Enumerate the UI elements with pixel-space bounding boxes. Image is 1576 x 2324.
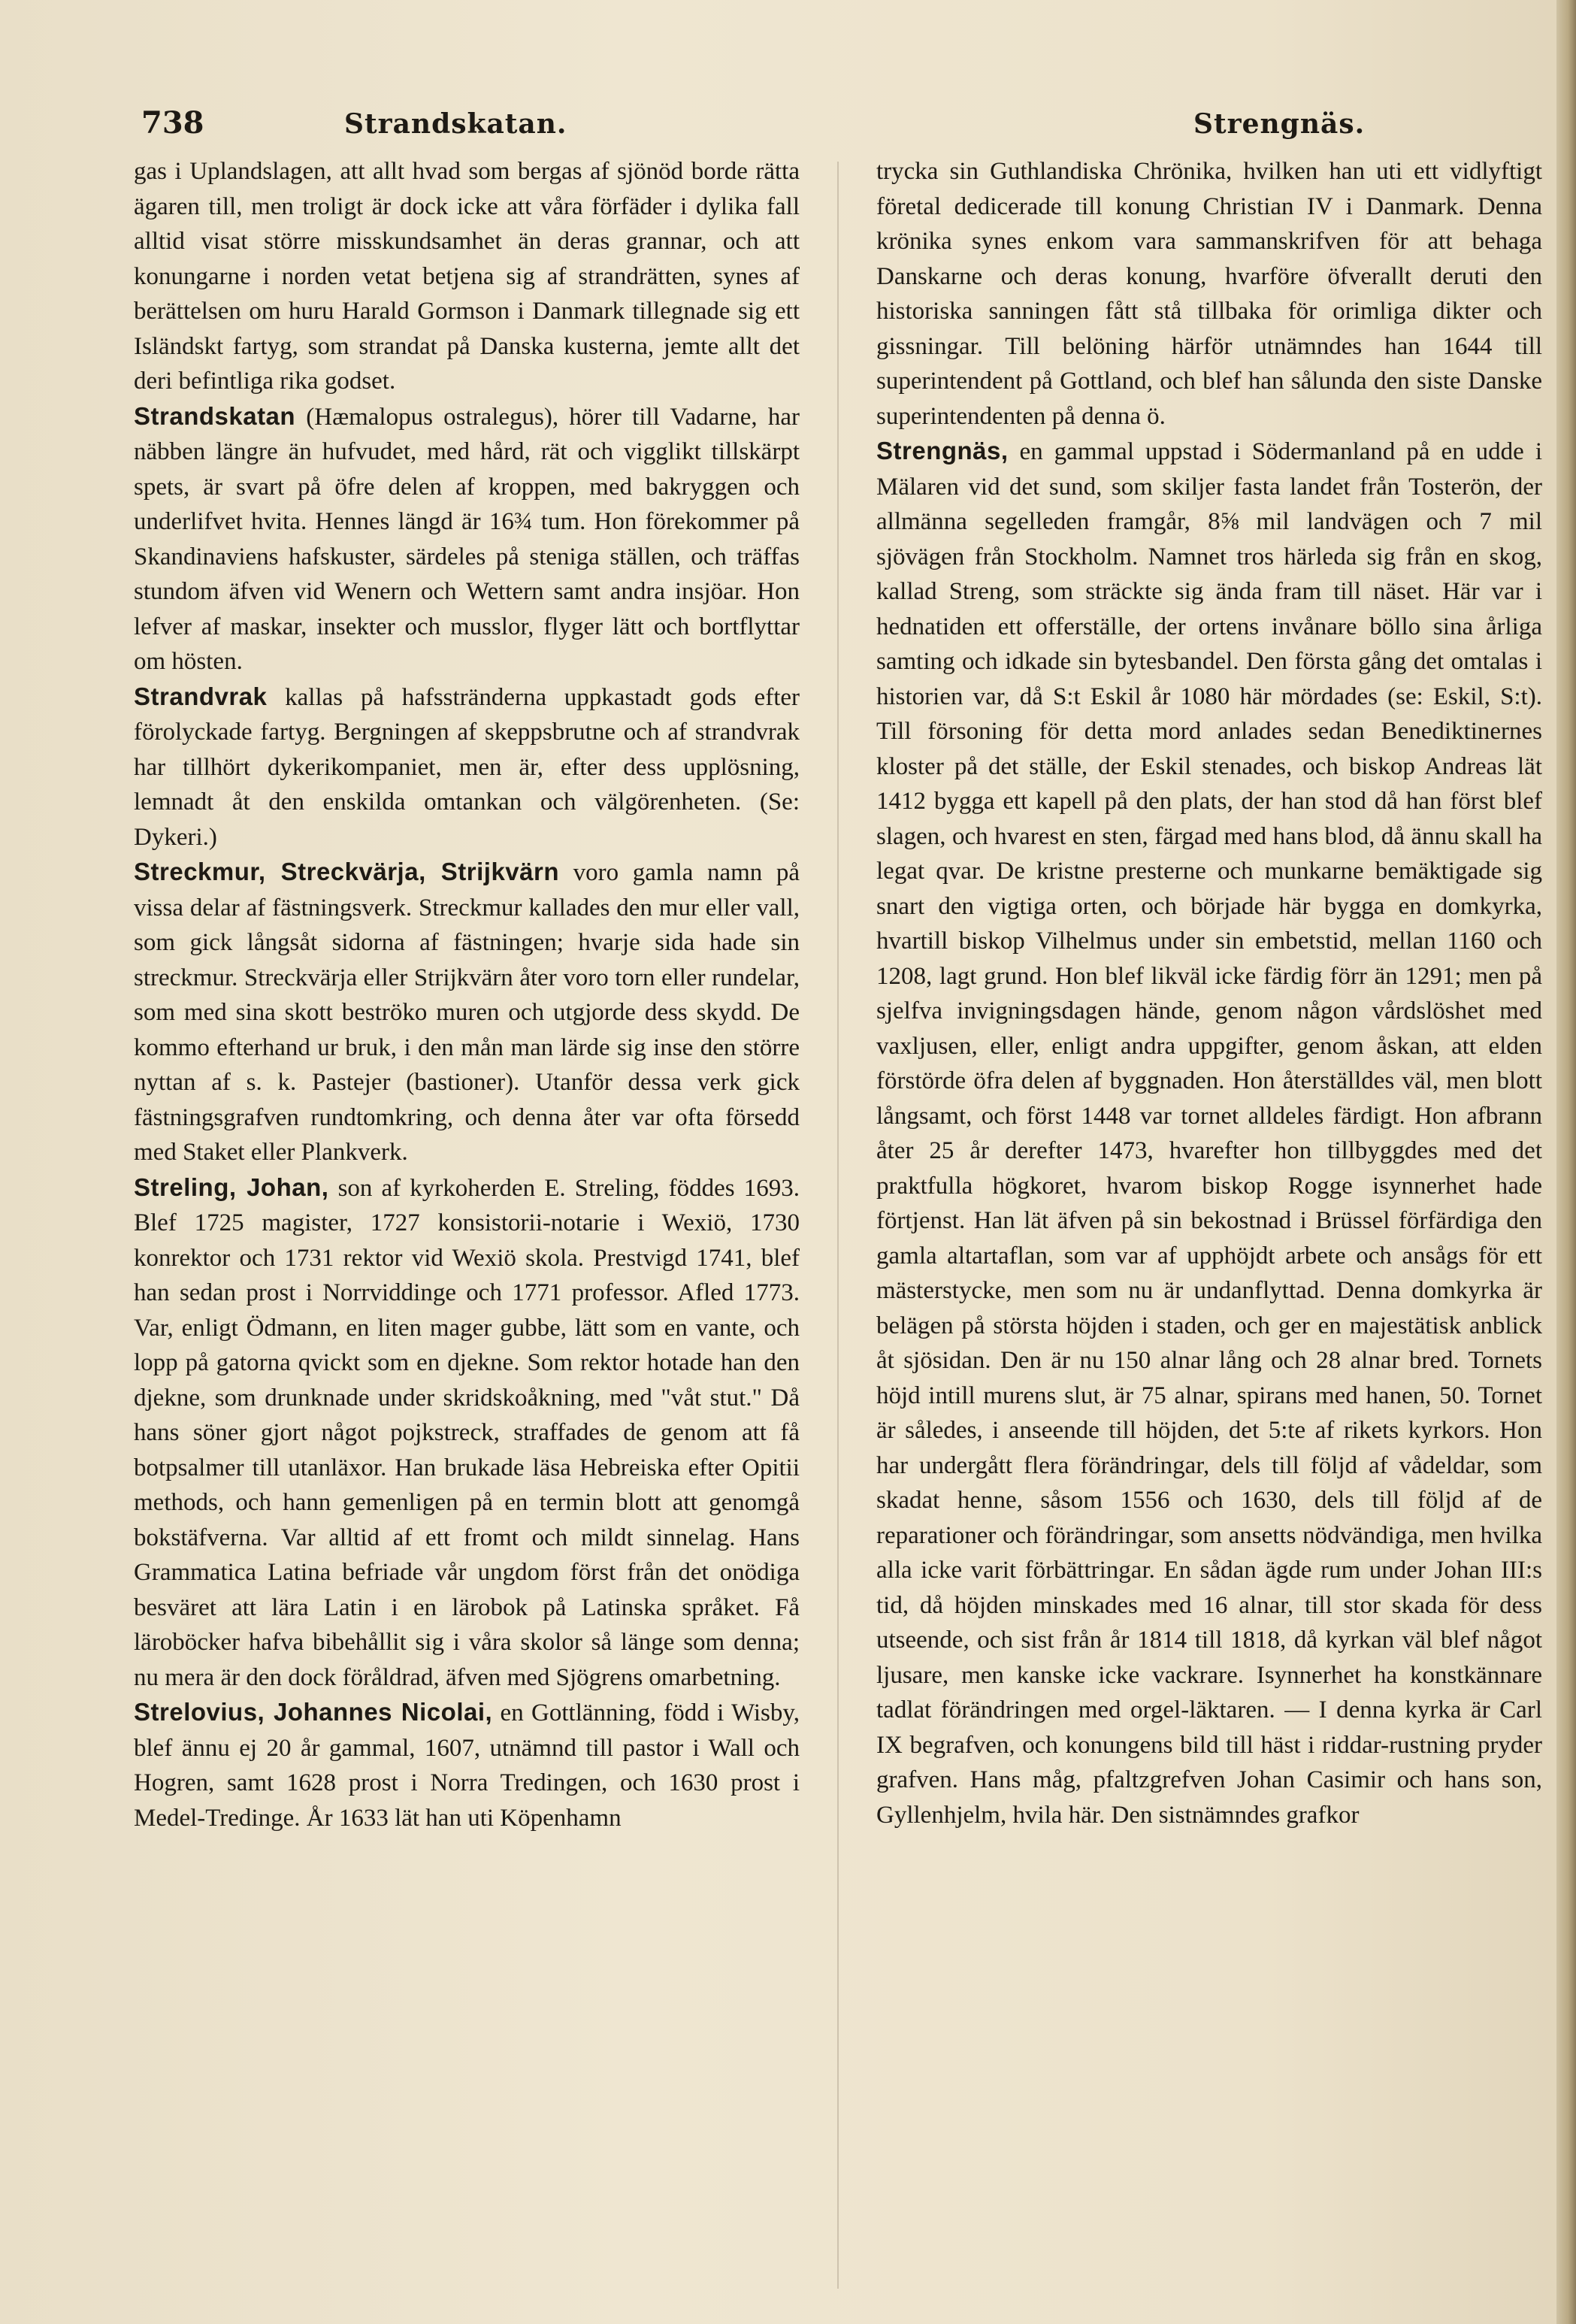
entry-headword: Streckmur, Streckvärja, Strijkvärn (134, 858, 560, 885)
continued-text: gas i Uplandslagen, att allt hvad som bergas af sjönöd borde rätta ägaren till, men troligt är dock icke att våra förfäder i dylika fall alltid visat större misskundsamhet än deras grannar, och att konungarne i norden vetat betjena sig af strandrätten, synes af berättelsen om huru Harald Gormson i Danmark tillegnade sig ett Isländskt fartyg, som strandat på Danska kusterna, jemte allt det deri befintliga rika godset. (134, 158, 800, 395)
running-title-left: Strandskatan. (344, 108, 567, 140)
column-divider (837, 162, 839, 2289)
entry-headword: Strelovius, Johannes Nicolai, (134, 1698, 493, 1726)
entry-headword: Streling, Johan, (134, 1173, 329, 1201)
page-number: 738 (141, 105, 204, 141)
left-column (134, 154, 800, 2304)
entry-strengnas (876, 434, 1542, 1832)
entry-text: (Hæmalopus ostralegus), hörer till Vadarne, har näbben längre än hufvudet, med hård, rät och vigglikt tillskärpt spets, är svart på öfre delen af kroppen, med bakryggen och underlifvet hvita. Hennes längd är 16¾ tum. Hon förekommer på Skandinaviens hafskuster, särdeles på steniga ställen, och träffas stundom äfven vid Wenern och Wettern samt andra insjöar. Hon lefver af maskar, insekter och musslor, flyger lätt och bortflyttar om hösten. (134, 403, 800, 675)
page-header (141, 105, 1539, 150)
page-edge (1556, 0, 1576, 2324)
entry-strelovius (134, 1695, 800, 1835)
entry-text: voro gamla namn på vissa delar af fästningsverk. Streckmur kallades den mur eller vall, som gick långsåt sidorna af fästningen; hvarje sida hade sin streckmur. Streckvärja eller Strijkvärn åter voro torn eller rundelar, som med sina skott beströko muren och utgjorde dess skydd. De kommo efterhand ur bruk, i den mån man lärde sig inse den större nyttan af s. k. Pastejer (bastioner). Utanför dessa verk gick fästningsgrafven rundtomkring, och denna åter var ofta försedd med Staket eller Plankverk. (134, 859, 800, 1166)
entry-text: en gammal uppstad i Södermanland på en udde i Mälaren vid det sund, som skiljer fasta landet från Tosterön, der allmänna segelleden framgår, 8⅝ mil landvägen och 7 mil sjövägen från Stockholm. Namnet tros härleda sig från en skog, kallad Streng, som sträckte sig ända fram till näset. Här var i hednatiden ett offerställe, der ortens invånare böllo sina årliga samting och idkade sin bytesbandel. Den första gång det omtalas i historien var, då S:t Eskil år 1080 här mördades (se: Eskil, S:t). Till försoning för detta mord anlades sedan Benediktinernes kloster på det ställe, der Eskil stenades, och biskop Andreas lät 1412 bygga ett kapell på den plats, der han stod då han först blef slagen, och hvarest en sten, färgad med hans blod, då ännu skall ha legat qvar. De kristne presterne och munkarne bemäktigade sig snart den vigtiga orten, och började här bygga en domkyrka, hvartill biskop Vilhelmus under sin embetstid, mellan 1160 och 1208, lagt grund. Hon blef likväl icke färdig förr än 1291; men på sjelfva invigningsdagen hände, genom någon vårdslöshet med vaxljusen, eller, enligt andra uppgifter, genom åskan, att elden förstörde öfra delen af byggnaden. Hon återställdes väl, men blott långsamt, och först 1448 var tornet alldeles färdigt. Hon afbrann åter 25 år derefter 1473, hvarefter hon tillbyggdes med det praktfulla högkoret, hvarom biskop Rogge isynnerhet hade förtjenst. Han lät äfven på sin bekostnad i Brüssel förfärdiga den gamla altartaflan, som var af upphöjdt arbete och ansågs för ett mästerstycke, men som nu är undanflyttad. Denna domkyrka är belägen på största höjden i staden, och ger en majestätisk anblick åt sjösidan. Den är nu 150 alnar lång och 28 alnar bred. Tornets höjd intill murens slut, är 75 alnar, spirans med hanen, 50. Tornet är således, i anseende till höjden, det 5:te af rikets kyrkors. Hon har undergått flera förändringar, dels till följd af vådeldar, som skadat henne, såsom 1556 och 1630, dels till följd af de reparationer och förändringar, som ansetts nödvändiga, men hvilka alla icke varit förbättringar. En sådan ägde rum under Johan III:s tid, då höjden minskades med 16 alnar, till stor skada för dess utseende, och sist från år 1814 till 1818, då kyrkan väl blef något ljusare, men kanske icke vackrare. Isynnerhet ha konstkännare tadlat förändringen med orgel-läktaren. — I denna kyrka är Carl IX begrafven, och konungens bild till häst i riddar-rustning pryder grafven. Hans måg, pfaltzgrefven Johan Casimir och hans son, Gyllenhjelm, hvila här. Den sistnämndes grafkor (876, 438, 1542, 1829)
entry-streckmur (134, 855, 800, 1170)
entry-streling (134, 1170, 800, 1696)
running-title-right: Strengnäs. (1193, 108, 1366, 140)
entry-headword: Strandskatan (134, 401, 296, 430)
entry-strandvrak (134, 679, 800, 855)
entry-text: son af kyrkoherden E. Streling, föddes 1693. Blef 1725 magister, 1727 konsistorii-notarie i Wexiö, 1730 konrektor och 1731 rektor vid Wexiö skola. Prestvigd 1741, blef han sedan prost i Norrviddinge och 1771 professor. Afled 1773. Var, enligt Ödmann, en liten mager gubbe, lätt som en vante, och lopp på gatorna qvickt som en djekne. Som rektor hotade han den djekne, som drunknade under skridskoåkning, med "våt stut." Då hans söner gjort något pojkstreck, straffades de genom att få botpsalmer till utanläxor. Han brukade läsa Hebreiska efter Opitii methods, och hann gemenligen på en termin blott att genomgå bokstäfverna. Var alltid af ett fromt och mildt sinnelag. Hans Grammatica Latina befriade vår ungdom först från det onödiga besväret att lära Latin i en lärobok på Latinska språket. Få läroböcker hafva bibehållit sig i våra skolor så länge som denna; nu mera är den dock föråldrad, äfven med Sjögrens omarbetning. (134, 1174, 800, 1691)
entry-strandskatan (134, 399, 800, 679)
continued-text: trycka sin Guthlandiska Chrönika, hvilken han uti ett vidlyftigt företal dedicerade till konung Christian IV i Danmark. Denna krönika synes enkom vara sammanskrifven för att behaga Danskarne och deras konung, hvarföre öfverallt deruti den historiska sanningen fått stå tillbaka för orimliga dikter och gissningar. Till belöning härför utnämndes han 1644 till superintendent på Gottland, och blef han sålunda den siste Danske superintendenten på denna ö. (876, 158, 1542, 430)
right-column (876, 154, 1542, 2304)
entry-text: kallas på hafsstränderna uppkastadt gods efter förolyckade fartyg. Bergningen af skeppsbrutne och af strandvrak har tillhört dykerikompaniet, men är, efter dess upplösning, lemnadt åt den enskilda omtankan och välgörenheten. (Se: Dykeri.) (134, 683, 800, 851)
entry-text: en Gottlänning, född i Wisby, blef ännu ej 20 år gammal, 1607, utnämnd till pastor i Wall och Hogren, samt 1628 prost i Norra Tredingen, och 1630 prost i Medel-Tredinge. År 1633 lät han uti Köpenhamn (134, 1699, 800, 1832)
entry-headword: Strengnäs, (876, 437, 1009, 464)
entry-headword: Strandvrak (134, 682, 268, 710)
